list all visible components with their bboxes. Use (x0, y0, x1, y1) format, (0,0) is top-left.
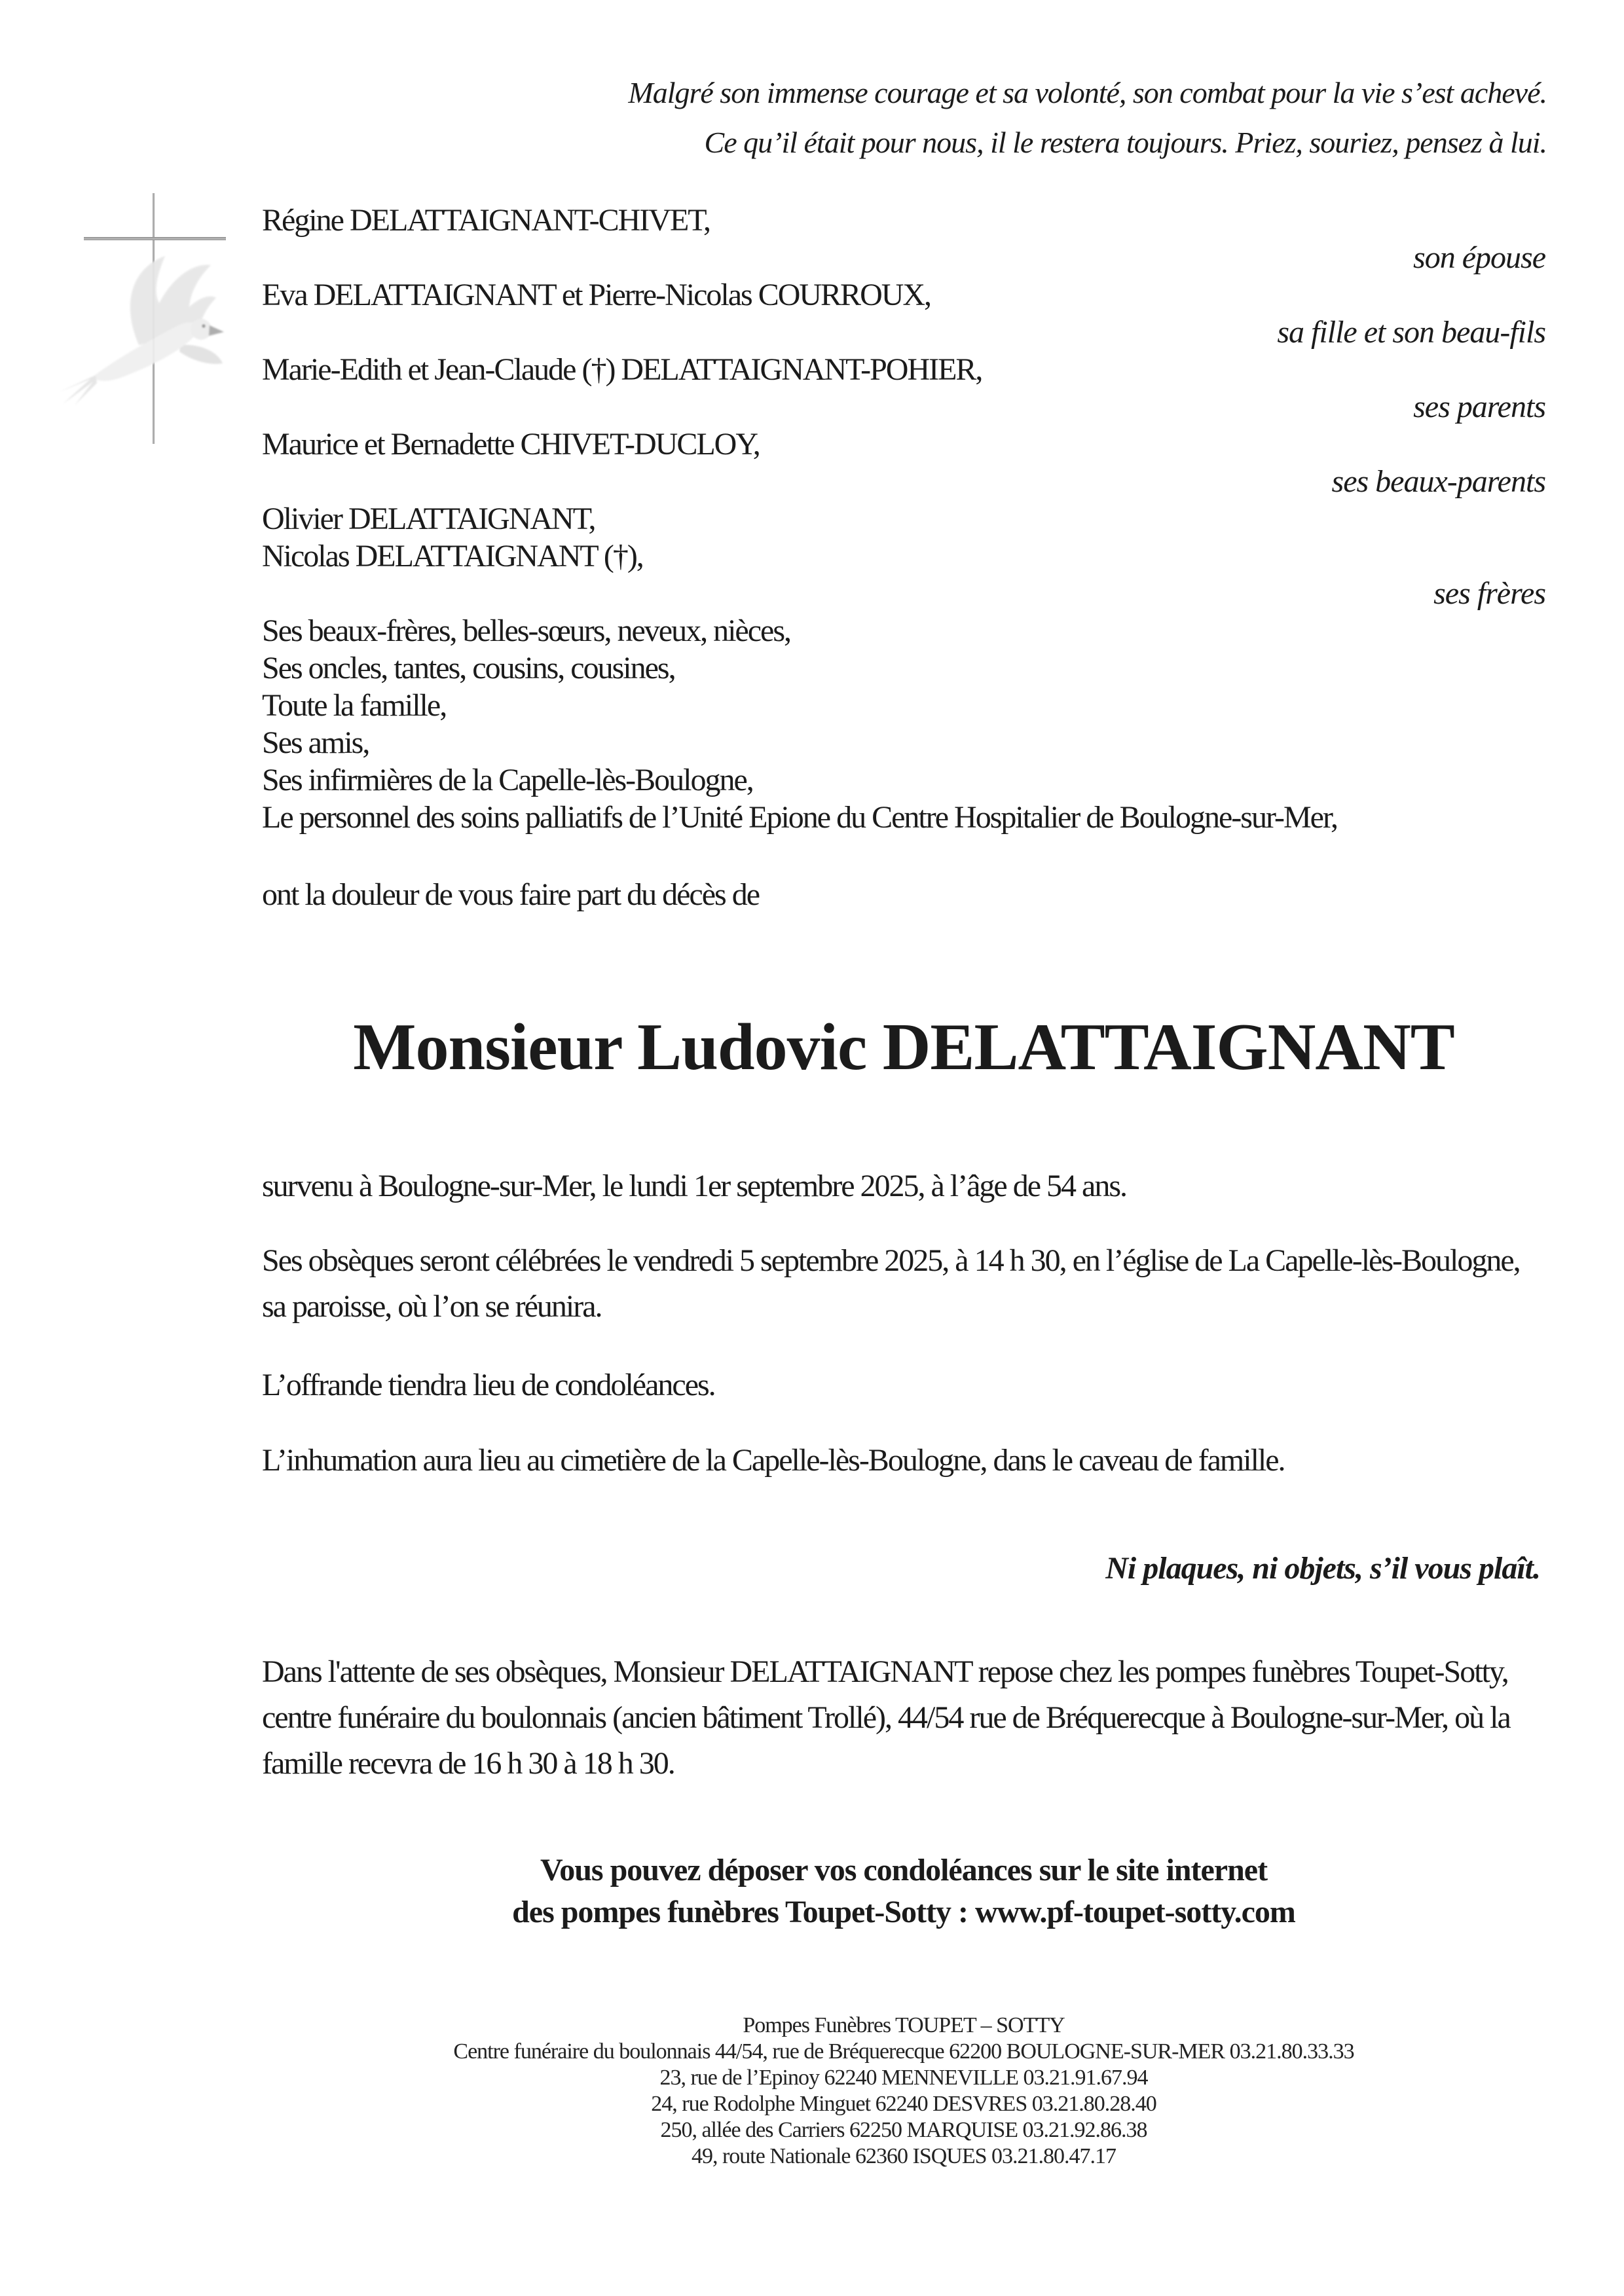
condolences-line2: des pompes funèbres Toupet-Sotty : www.pf-toupet-sotty.com (512, 1895, 1295, 1929)
mourner-name: Maurice et Bernadette CHIVET-DUCLOY, (262, 427, 760, 462)
mourner-relation: ses parents (1413, 390, 1545, 424)
mourner-group: Ses oncles, tantes, cousins, cousines, (262, 651, 675, 685)
mourner-relation: ses beaux-parents (1331, 464, 1545, 499)
memorial-artwork (52, 190, 242, 412)
footer-line: 24, rue Rodolphe Minguet 62240 DESVRES 03.21.80.28.40 (651, 2092, 1156, 2116)
mourner-relation: sa fille et son beau-fils (1277, 315, 1545, 350)
deceased-name: Monsieur Ludovic DELATTAIGNANT (353, 1010, 1454, 1084)
burial-line: L’inhumation aura lieu au cimetière de la Capelle-lès-Boulogne, dans le caveau de famille. (262, 1443, 1285, 1478)
condolences-note (262, 1850, 1545, 1933)
repose-details: Dans l'attente de ses obsèques, Monsieur DELATTAIGNANT repose chez les pompes funèbres Toupet-Sotty, centre funéraire du boulonnais (ancien bâtiment Trollé), 44/54 rue de Bréquerecque à Boulogne-sur-Mer, où la famille recevra de 16 h 30 à 18 h 30. (262, 1654, 1510, 1781)
offering-line: L’offrande tiendra lieu de condoléances. (262, 1368, 715, 1402)
mourner-relation: son épouse (1413, 240, 1545, 275)
condolences-line1: Vous pouvez déposer vos condoléances sur le site internet (540, 1853, 1268, 1887)
cross-horizontal-bar (84, 237, 226, 240)
footer-line: 250, allée des Carriers 62250 MARQUISE 03.21.92.86.38 (660, 2118, 1147, 2142)
epigraph-line2: Ce qu’il était pour nous, il le restera toujours. Priez, souriez, pensez à lui. (704, 126, 1547, 159)
footer-line: Centre funéraire du boulonnais 44/54, rue de Bréquerecque 62200 BOULOGNE-SUR-MER 03.21.80.33.33 (453, 2039, 1354, 2064)
mourner-name: Eva DELATTAIGNANT et Pierre-Nicolas COURROUX, (262, 278, 931, 312)
no-plaques-request: Ni plaques, ni objets, s’il vous plaît. (1105, 1551, 1540, 1586)
mourner-name: Marie-Edith et Jean-Claude (†) DELATTAIGNANT-POHIER, (262, 352, 982, 387)
footer-line: 23, rue de l’Epinoy 62240 MENNEVILLE 03.21.91.67.94 (659, 2066, 1148, 2090)
mourner-group: Ses beaux-frères, belles-sœurs, neveux, nièces, (262, 613, 791, 648)
mourner-group: Toute la famille, (262, 688, 447, 723)
epigraph (367, 68, 1547, 168)
funeral-home-footer (262, 2013, 1545, 2170)
mourner-relation: ses frères (1433, 576, 1545, 611)
ceremony-details: Ses obsèques seront célébrées le vendredi 5 septembre 2025, à 14 h 30, en l’église de La Capelle-lès-Boulogne, sa paroisse, où l’on se réunira. (262, 1243, 1520, 1324)
mourner-name: Nicolas DELATTAIGNANT (†), (262, 539, 643, 574)
mourner-group: Le personnel des soins palliatifs de l’Unité Epione du Centre Hospitalier de Boulogne-sur-Mer, (262, 800, 1337, 835)
footer-line: Pompes Funèbres TOUPET – SOTTY (743, 2013, 1065, 2037)
mourner-name: Olivier DELATTAIGNANT, (262, 501, 595, 536)
mourner-name: Régine DELATTAIGNANT-CHIVET, (262, 203, 710, 238)
footer-line: 49, route Nationale 62360 ISQUES 03.21.80.47.17 (691, 2144, 1116, 2168)
dove-icon (52, 252, 236, 409)
epigraph-line1: Malgré son immense courage et sa volonté, son combat pour la vie s’est achevé. (628, 76, 1547, 109)
mourner-group: Ses amis, (262, 725, 369, 760)
announcement-line: ont la douleur de vous faire part du décès de (262, 877, 760, 912)
death-details: survenu à Boulogne-sur-Mer, le lundi 1er septembre 2025, à l’âge de 54 ans. (262, 1169, 1127, 1203)
mourners-list (262, 202, 1545, 836)
mourner-group: Ses infirmières de la Capelle-lès-Boulogne, (262, 763, 753, 797)
